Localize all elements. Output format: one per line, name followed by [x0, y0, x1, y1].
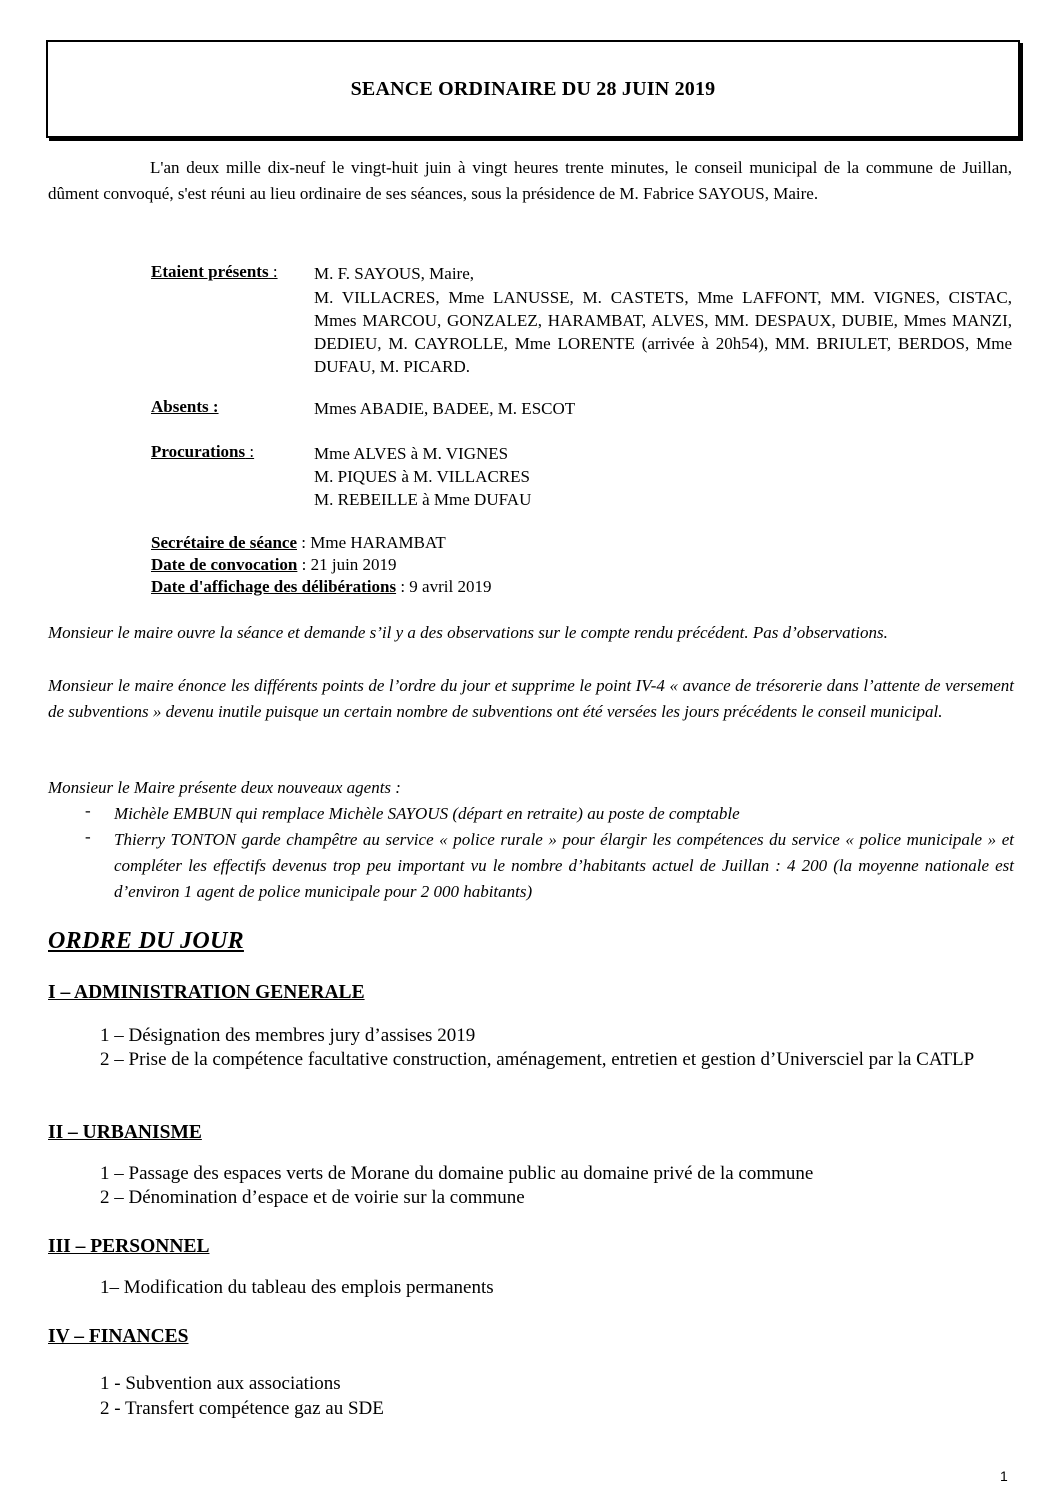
- presents-first-line: M. F. SAYOUS, Maire,: [314, 264, 475, 283]
- section-heading: IV – FINANCES: [48, 1326, 189, 1347]
- procurations-label-text: Procurations: [151, 442, 246, 461]
- affichage-line: [151, 577, 491, 597]
- presents-label: [151, 262, 278, 282]
- procuration-item: M. PIQUES à M. VILLACRES: [314, 467, 530, 486]
- section-heading: I – ADMINISTRATION GENERALE: [48, 982, 365, 1003]
- page-title: SEANCE ORDINAIRE DU 28 JUIN 2019: [350, 78, 716, 100]
- procurations-label-suffix: :: [245, 442, 255, 461]
- agenda-item: 1– Modification du tableau des emplois permanents: [100, 1277, 494, 1298]
- agenda-item: 1 - Subvention aux associations: [100, 1373, 341, 1394]
- secretaire-label: Secrétaire de séance: [151, 533, 298, 552]
- procurations-label: [151, 442, 254, 462]
- agenda-title: ORDRE DU JOUR: [48, 928, 244, 954]
- procuration-item: Mme ALVES à M. VIGNES: [314, 444, 509, 463]
- convocation-value: : 21 juin 2019: [297, 555, 397, 574]
- agenda-item: 1 – Passage des espaces verts de Morane du domaine public au domaine privé de la commune: [100, 1163, 814, 1184]
- affichage-label: Date d'affichage des délibérations: [151, 577, 397, 596]
- agenda-item: 2 - Transfert compétence gaz au SDE: [100, 1398, 384, 1419]
- note-ordre-du-jour: Monsieur le maire énonce les différents points de l’ordre du jour et supprime le point IV-4 « avance de trésorerie dans l’attente de versement de subventions » devenu inutile puisque un certain nombre de subventions ont été versées les jours précédents le conseil municipal.: [48, 676, 1014, 721]
- presents-label-text: Etaient présents: [151, 262, 269, 281]
- agent-item: Thierry TONTON garde champêtre au service « police rurale » pour élargir les compétences du service « police municipale » et compléter les effectifs devenus trop peu important vu le nombre d’habitants actuel de Juillan : 4 200 (la moyenne nationale est d’environ 1 agent de police municipale pour 2 000 habitants): [114, 830, 1014, 901]
- affichage-value: : 9 avril 2019: [396, 577, 492, 596]
- list-bullet: -: [85, 827, 91, 846]
- convocation-line: [151, 555, 397, 575]
- agenda-item: 2 – Dénomination d’espace et de voirie sur la commune: [100, 1187, 525, 1208]
- page-number: 1: [1000, 1468, 1008, 1484]
- presents-list: M. VILLACRES, Mme LANUSSE, M. CASTETS, Mme LAFFONT, MM. VIGNES, CISTAC, Mmes MARCOU, GONZALEZ, HARAMBAT, ALVES, MM. DESPAUX, DUBIE, Mmes MANZI, DEDIEU, M. CAYROLLE, Mme LORENTE (arrivée à 20h54), MM. BRIULET, BERDOS, Mme DUFAU, M. PICARD.: [314, 288, 1012, 376]
- section-heading: II – URBANISME: [48, 1122, 202, 1143]
- secretaire-value: : Mme HARAMBAT: [297, 533, 446, 552]
- presents-label-suffix: :: [268, 262, 278, 281]
- secretaire-line: [151, 533, 446, 553]
- absents-value: Mmes ABADIE, BADEE, M. ESCOT: [314, 399, 576, 418]
- intro-paragraph: L'an deux mille dix-neuf le vingt-huit juin à vingt heures trente minutes, le conseil municipal de la commune de Juillan, dûment convoqué, s'est réuni au lieu ordinaire de ses séances, sous la présidence de M. Fabrice SAYOUS, Maire.: [48, 158, 1012, 203]
- agent-item: Michèle EMBUN qui remplace Michèle SAYOUS (départ en retraite) au poste de comptable: [114, 804, 740, 823]
- note-observations: Monsieur le maire ouvre la séance et demande s’il y a des observations sur le compte rendu précédent. Pas d’observations.: [48, 623, 888, 642]
- agenda-item: 1 – Désignation des membres jury d’assises 2019: [100, 1025, 476, 1046]
- procuration-item: M. REBEILLE à Mme DUFAU: [314, 490, 532, 509]
- agenda-item: 2 – Prise de la compétence facultative construction, aménagement, entretien et gestion d’Universciel par la CATLP: [100, 1049, 975, 1070]
- list-bullet: -: [85, 801, 91, 820]
- note-new-agents: Monsieur le Maire présente deux nouveaux agents :: [48, 778, 401, 797]
- absents-label: Absents :: [151, 397, 219, 416]
- title-box: [46, 40, 1020, 138]
- convocation-label: Date de convocation: [151, 555, 298, 574]
- section-heading: III – PERSONNEL: [48, 1236, 210, 1257]
